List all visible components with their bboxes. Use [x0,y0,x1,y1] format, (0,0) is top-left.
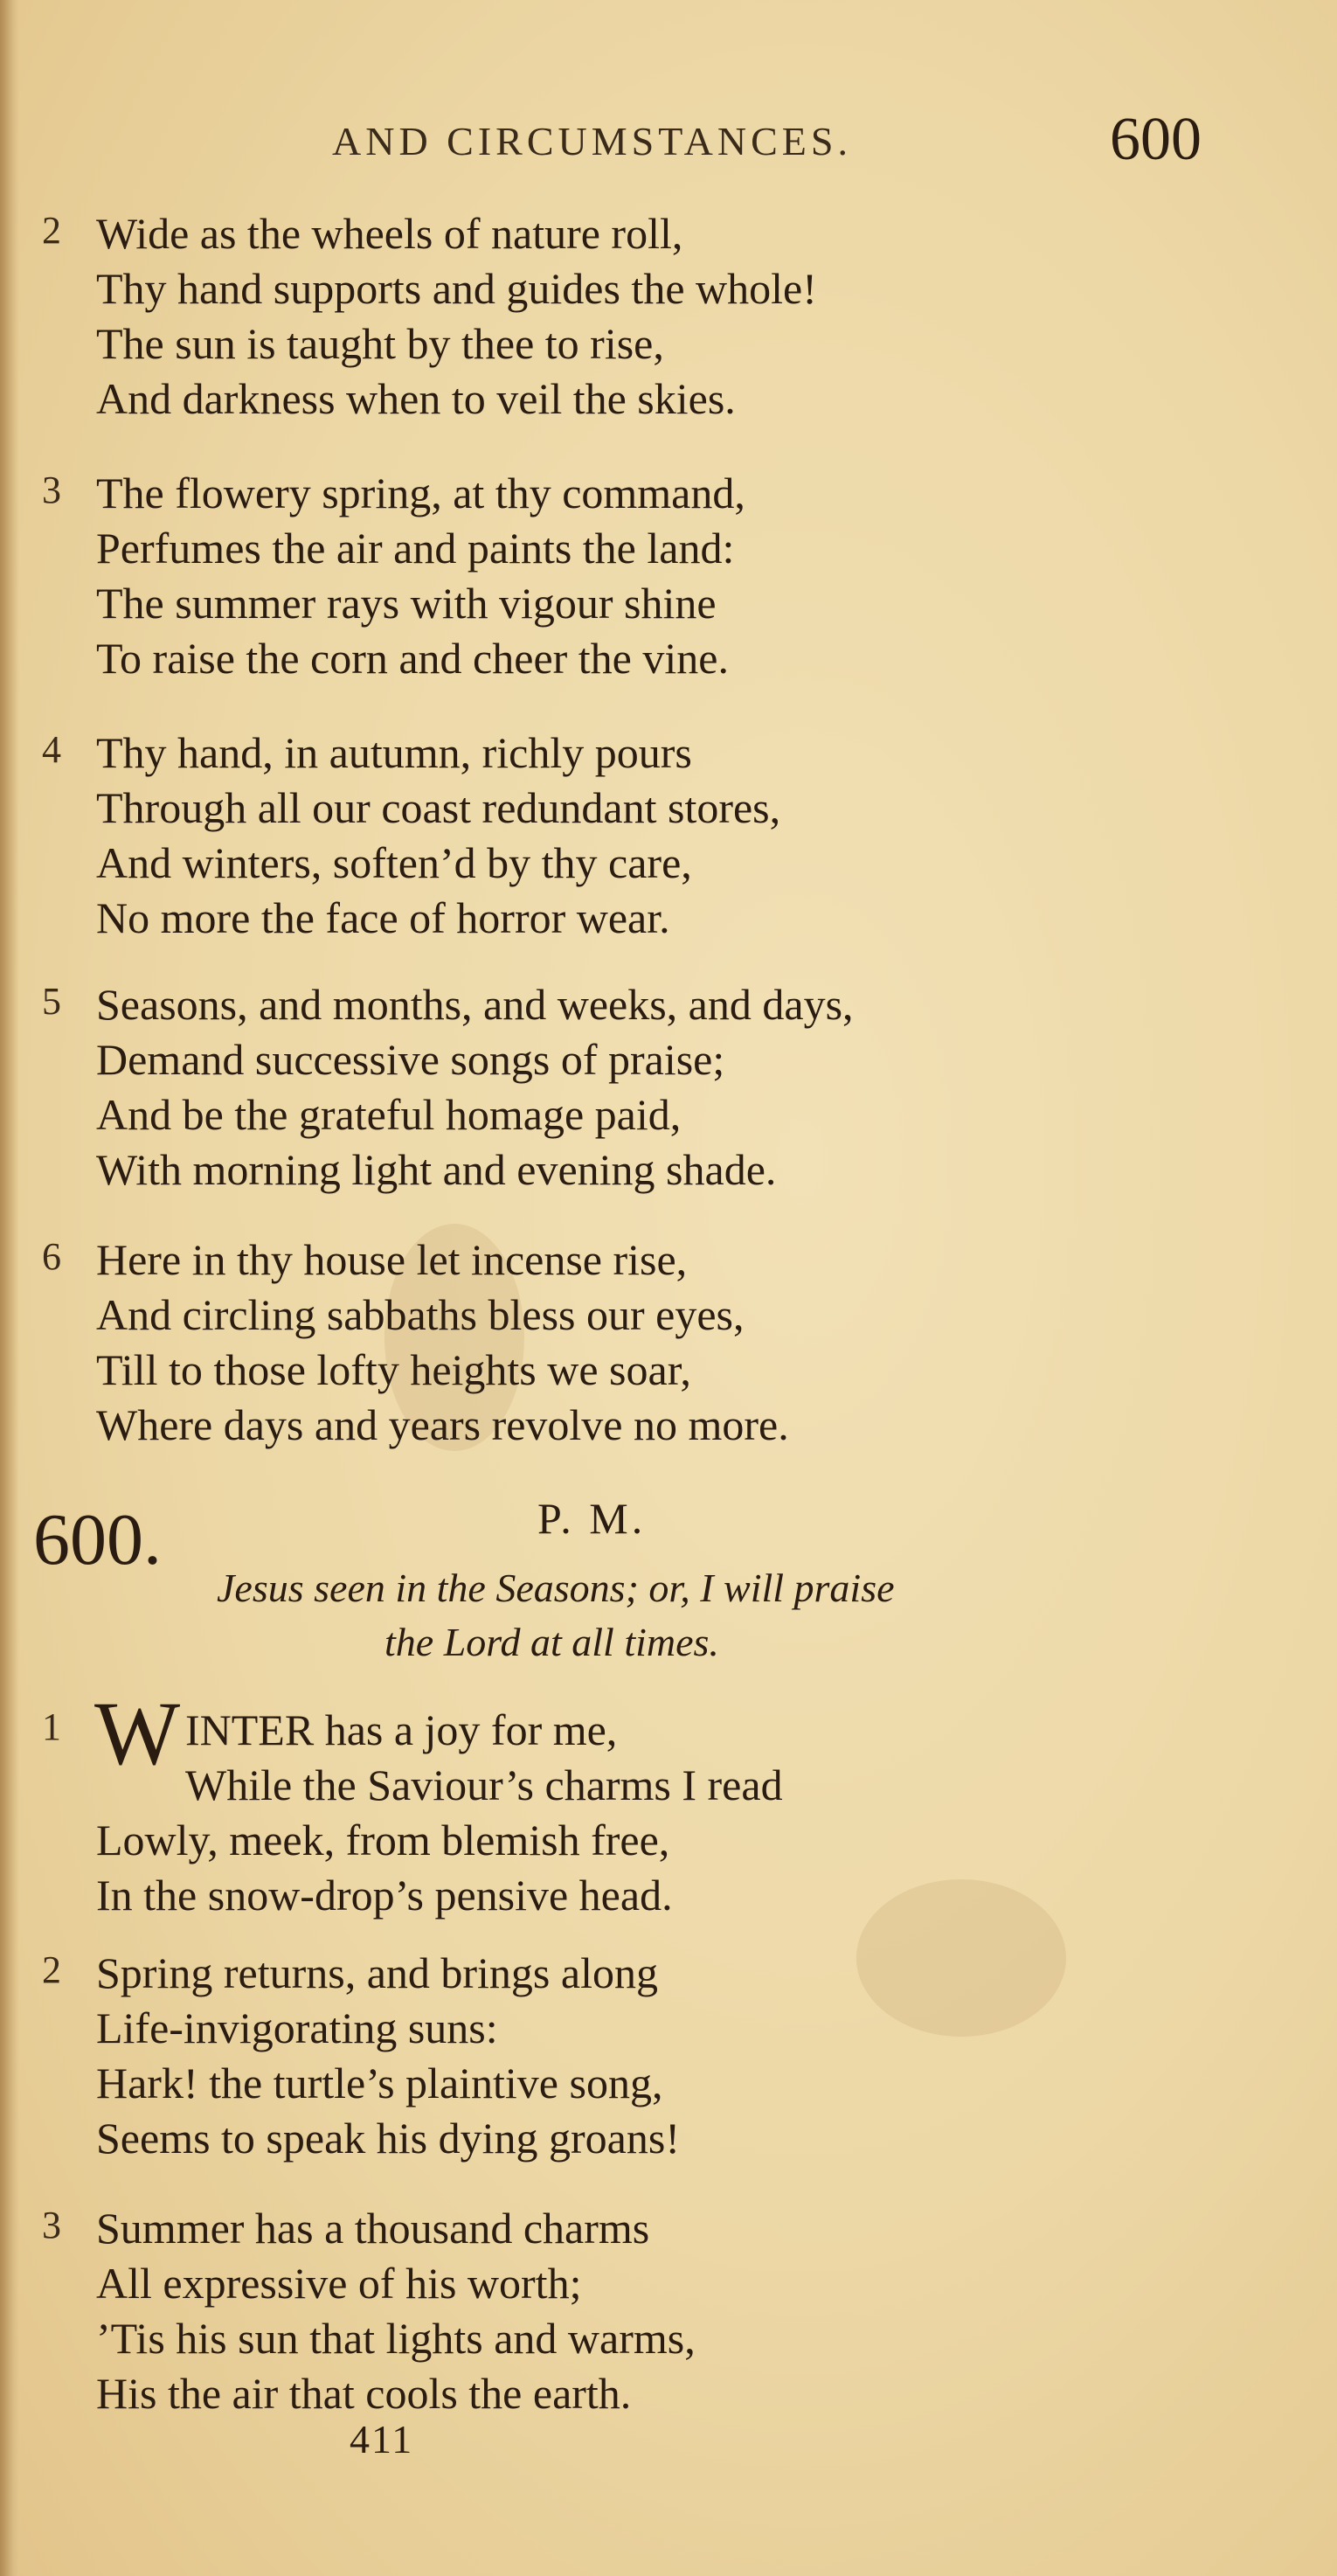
verse-line: With morning light and evening shade. [96,1145,777,1194]
verse-line: Thy hand, in autumn, richly pours [96,728,692,777]
verse-line: Through all our coast redundant stores, [96,783,781,832]
running-head: AND CIRCUMSTANCES. [332,119,852,163]
stanza-number: 5 [42,980,61,1023]
hymn-meter: P. M. [537,1494,647,1543]
verse-line: Perfumes the air and paints the land: [96,524,735,573]
hymn-number: 600. [33,1499,162,1580]
stanza-number: 3 [42,2204,61,2246]
stanza-number: 2 [42,1948,61,1991]
folio-number: 411 [350,2417,414,2461]
page-number: 600 [1110,106,1202,173]
stanza-number: 6 [42,1235,61,1278]
verse-line: And be the grateful homage paid, [96,1090,682,1139]
verse-line: Hark! the turtle’s plaintive song, [96,2059,663,2107]
verse-line: In the snow-drop’s pensive head. [96,1871,673,1920]
verse-line: Summer has a thousand charms [96,2204,650,2253]
verse-line: The summer rays with vigour shine [96,579,717,628]
verse-line: While the Saviour’s charms I read [185,1760,783,1809]
verse-line: Spring returns, and brings along [96,1948,658,1997]
verse-line: Lowly, meek, from blemish free, [96,1816,670,1864]
verse-line: Demand successive songs of praise; [96,1035,725,1084]
verse-line: To raise the corn and cheer the vine. [96,634,729,683]
drop-cap: W [94,1684,181,1784]
stanza-number: 2 [42,209,61,252]
verse-line: Wide as the wheels of nature roll, [96,209,683,258]
verse-line: The flowery spring, at thy command, [96,469,745,517]
verse-line: Where days and years revolve no more. [96,1400,789,1449]
stanza-number: 1 [42,1705,61,1748]
hymn-title-continued: the Lord at all times. [384,1620,719,1664]
verse-line: Till to those lofty heights we soar, [96,1345,691,1394]
verse-line: His the air that cools the earth. [96,2369,632,2418]
verse-line: All expressive of his worth; [96,2259,582,2308]
verse-line: And winters, soften’d by thy care, [96,838,692,887]
verse-line: INTER has a joy for me, [185,1705,618,1754]
hymn-title: Jesus seen in the Seasons; or, I will praise [217,1566,895,1610]
verse-line: Seasons, and months, and weeks, and days, [96,980,854,1029]
verse-line: And circling sabbaths bless our eyes, [96,1290,745,1339]
verse-line: Thy hand supports and guides the whole! [96,264,817,313]
verse-line: The sun is taught by thee to rise, [96,319,664,368]
stanza-number: 3 [42,469,61,511]
page-gutter [0,0,19,2576]
verse-line: Life-invigorating suns: [96,2003,498,2052]
stanza-number: 4 [42,728,61,771]
paper-stain [856,1879,1066,2037]
verse-line: ’Tis his sun that lights and warms, [96,2314,696,2363]
verse-line: Seems to speak his dying groans! [96,2114,680,2163]
verse-line: And darkness when to veil the skies. [96,374,736,423]
verse-line: No more the face of horror wear. [96,893,670,942]
verse-line: Here in thy house let incense rise, [96,1235,688,1284]
